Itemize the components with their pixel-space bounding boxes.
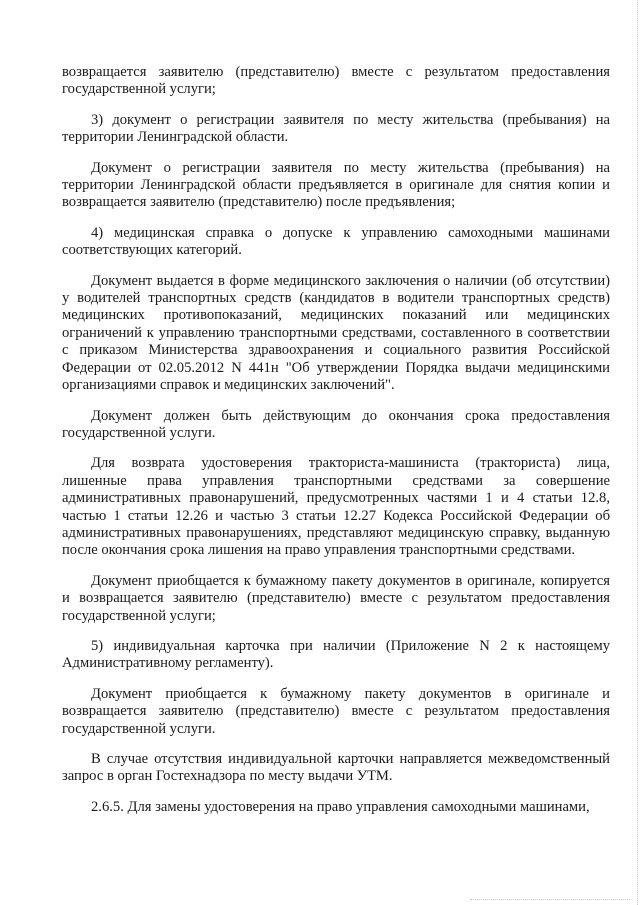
paragraph-attach-original: Документ приобщается к бумажному пакету документов в оригинале, копируется и возвращается заявителю (представителю) вместе с результатом предоставления государственной услуги;	[62, 572, 610, 624]
scan-edge-line	[636, 0, 638, 905]
paragraph-continuation: возвращается заявителю (представителю) вместе с результатом предоставления государственной услуги;	[62, 64, 610, 98]
paragraph-validity: Документ должен быть действующим до окончания срока предоставления государственной услуги.	[62, 407, 610, 441]
paragraph-interagency-request: В случае отсутствия индивидуальной карточки направляется межведомственный запрос в орган Гостехнадзора по месту выдачи УТМ.	[62, 751, 610, 785]
paragraph-item-4: 4) медицинская справка о допуске к управлению самоходными машинами соответствующих категорий.	[62, 224, 610, 259]
paragraph-section-2-6-5: 2.6.5. Для замены удостоверения на право управления самоходными машинами,	[91, 798, 590, 815]
paragraph-item-3: 3) документ о регистрации заявителя по месту жительства (пребывания) на территории Ленинградской области.	[62, 111, 610, 146]
paragraph-item-5-note: Документ приобщается к бумажному пакету документов в оригинале и возвращается заявителю (представителю) вместе с результатом предоставления государственной услуги.	[62, 685, 610, 737]
document-page	[62, 64, 610, 829]
paragraph-item-5: 5) индивидуальная карточка при наличии (Приложение N 2 к настоящему Административному регламенту).	[62, 637, 610, 672]
paragraph-return-license: Для возврата удостоверения тракториста-машиниста (тракториста) лица, лишенные права управления транспортными средствами за совершение административных правонарушений, предусмотренных частями 1 и 4 статьи 12.8, частью 1 статьи 12.26 и частью 3 статьи 12.27 Кодекса Российской Федерации об административных правонарушениях, представляют медицинскую справку, выданную после окончания срока лишения на право управления транспортными средствами.	[62, 455, 610, 559]
paragraph-item-4-note: Документ выдается в форме медицинского заключения о наличии (об отсутствии) у водителей транспортных средств (кандидатов в водители транспортных средств) медицинских противопоказаний, медицинских показаний или медицинских ограничений к управлению транспортными средствами, составленного в соответствии с приказом Министерства здравоохранения и социального развития Российской Федерации от 02.05.2012 N 441н "Об утверждении Порядка выдачи медицинскими организациями справок и медицинских заключений".	[62, 272, 610, 394]
scan-bottom-line	[470, 899, 630, 901]
paragraph-item-3-note: Документ о регистрации заявителя по месту жительства (пребывания) на территории Ленинградской области предъявляется в оригинале для снятия копии и возвращается заявителю (представителю) после предъявления;	[62, 159, 610, 211]
